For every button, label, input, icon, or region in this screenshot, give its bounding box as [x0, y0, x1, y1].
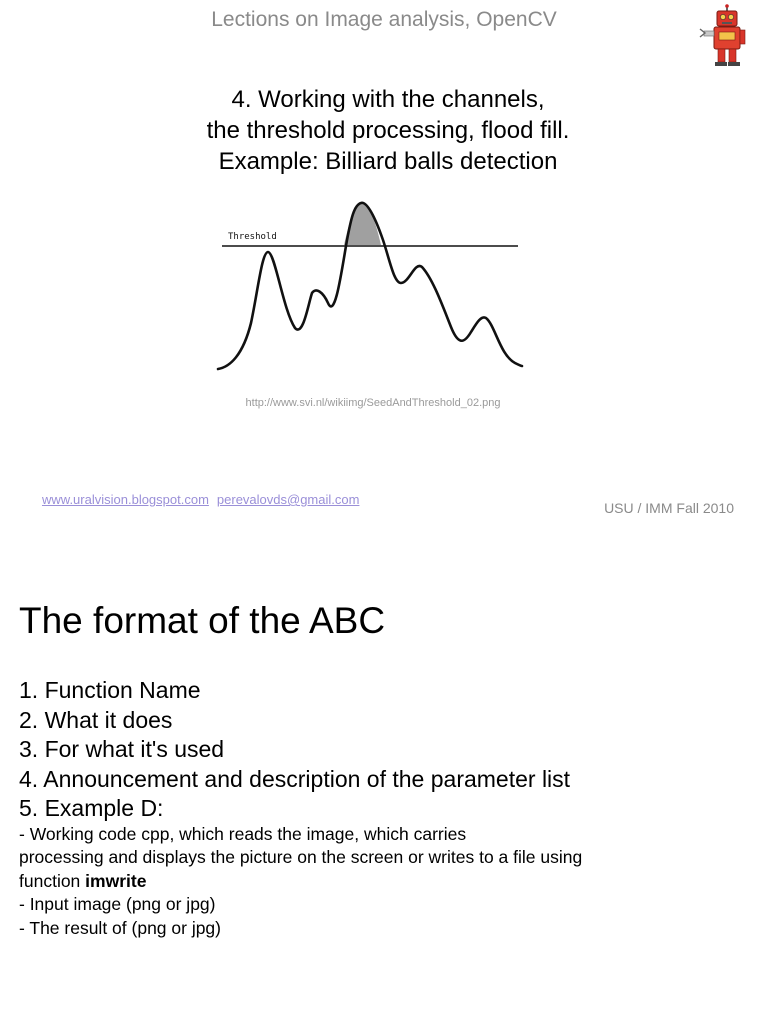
detail-line	[19, 870, 749, 893]
detail-line: - Input image (png or jpg)	[19, 894, 216, 915]
lecture-title-line: the threshold processing, flood fill.	[206, 117, 570, 144]
threshold-figure	[215, 195, 527, 377]
function-name-imwrite: imwrite	[85, 870, 147, 891]
list-item: 3. For what it's used	[19, 736, 225, 762]
list-item: 4. Announcement and description of the parameter list	[19, 765, 571, 792]
slide-title: The format of the ABC	[19, 600, 386, 641]
course-title: Lections on Image analysis, OpenCV	[211, 8, 557, 31]
lecture-title-line: Example: Billiard balls detection	[218, 148, 558, 175]
list-item: 2. What it does	[19, 706, 173, 733]
lecture-title	[0, 84, 768, 177]
figure-source-url: http://www.svi.nl/wikiimg/SeedAndThreshold_02.png	[245, 397, 501, 409]
email-link[interactable]: perevalovds@gmail.com	[216, 492, 360, 507]
lecture-title-line: 4. Working with the channels,	[231, 86, 545, 113]
robot-icon	[698, 4, 756, 68]
detail-prefix: function	[19, 870, 86, 891]
footer-credit: USU / IMM Fall 2010	[604, 500, 734, 516]
example-details	[19, 823, 749, 940]
detail-line: processing and displays the picture on the screen or writes to a file using	[19, 847, 583, 868]
abc-item-list	[19, 676, 570, 824]
footer-links	[42, 492, 359, 507]
threshold-label: Threshold	[228, 232, 277, 242]
blog-link[interactable]: www.uralvision.blogspot.com	[42, 492, 209, 507]
detail-line: - Working code cpp, which reads the image, which carries	[19, 824, 467, 844]
detail-line: - The result of (png or jpg)	[19, 917, 221, 938]
list-item: 1. Function Name	[19, 677, 201, 703]
slide-abc-format	[0, 560, 768, 1024]
list-item: 5. Example D:	[19, 795, 164, 821]
